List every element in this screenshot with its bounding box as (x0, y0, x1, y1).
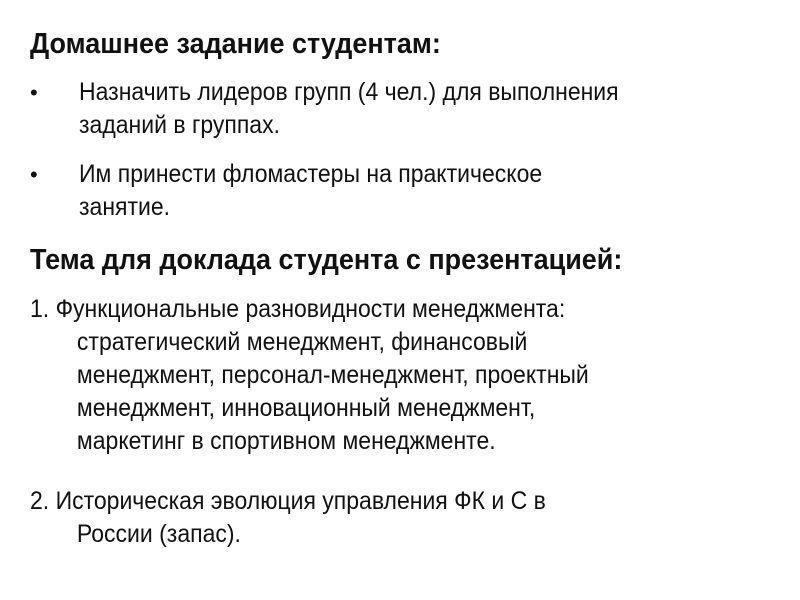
report-topic-heading: Тема для доклада студента с презентацией: (30, 244, 623, 276)
numbered-item-management-types (30, 293, 589, 458)
bullet-line: Им принести фломастеры на практическое (79, 160, 543, 188)
bullet-item-group-leaders (79, 76, 619, 142)
bullet-line: заданий в группах. (79, 111, 280, 139)
bullet-marker: • (30, 162, 38, 187)
numbered-line: 2. Историческая эволюция управления ФК и С в (30, 487, 546, 515)
bullet-item-markers (79, 158, 542, 224)
numbered-line: маркетинг в спортивном менеджменте. (76, 427, 496, 455)
bullet-marker: • (30, 80, 38, 105)
numbered-line: менеджмент, инновационный менеджмент, (76, 394, 536, 422)
homework-heading: Домашнее задание студентам: (30, 28, 441, 60)
bullet-line: занятие. (79, 193, 171, 221)
numbered-line: России (запас). (76, 520, 241, 548)
numbered-line: 1. Функциональные разновидности менеджмента: (30, 295, 566, 323)
bullet-line: Назначить лидеров групп (4 чел.) для выполнения (79, 78, 619, 106)
numbered-item-historical-evolution (30, 485, 546, 551)
numbered-line: стратегический менеджмент, финансовый (76, 328, 528, 356)
numbered-line: менеджмент, персонал-менеджмент, проектный (76, 361, 589, 389)
